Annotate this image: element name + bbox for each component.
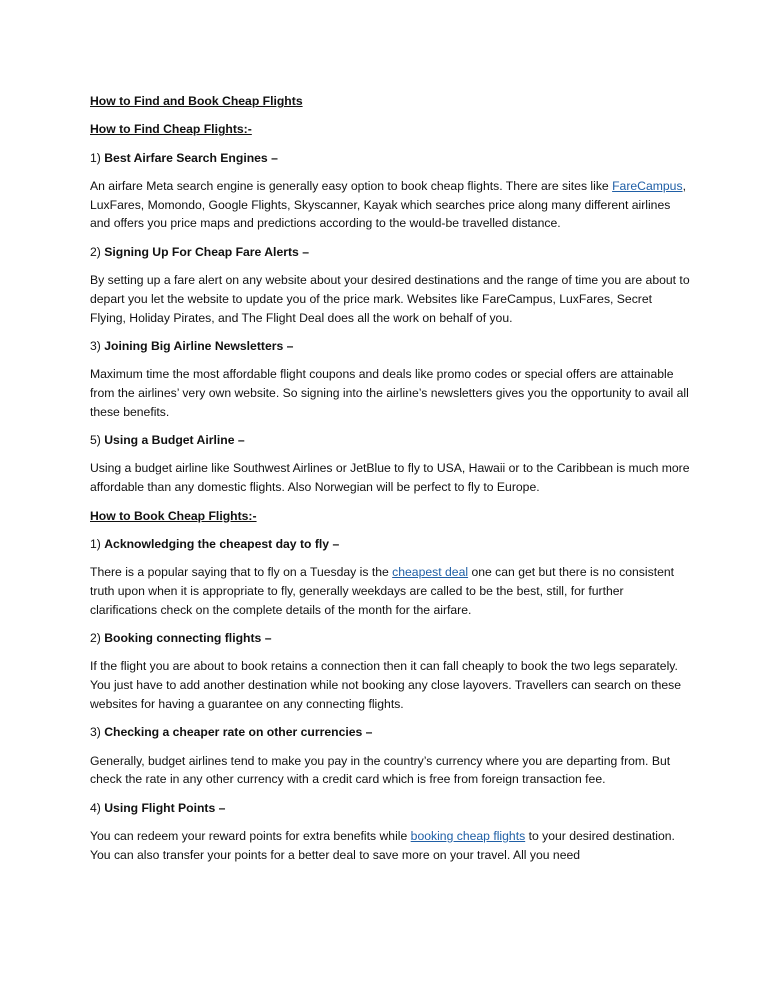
booking-cheap-flights-link[interactable]: booking cheap flights bbox=[410, 828, 526, 843]
tip-heading-text: Joining Big Airline Newsletters – bbox=[104, 338, 294, 353]
tip-number: 5) bbox=[90, 433, 105, 448]
tip-body: Using a budget airline like Southwest Airlines or JetBlue to fly to USA, Hawaii or to the Caribbean is much more affordable than any domestic flights. Also Norwegian will be perfect to fly to Europe. bbox=[90, 461, 690, 495]
tip-heading bbox=[90, 629, 690, 648]
tip-heading bbox=[90, 337, 690, 356]
tip-body-text: There is a popular saying that to fly on a Tuesday is the bbox=[90, 565, 393, 580]
tip-heading bbox=[90, 243, 690, 262]
tip-heading-text: Acknowledging the cheapest day to fly – bbox=[104, 536, 340, 551]
book-section-heading: How to Book Cheap Flights:- bbox=[90, 508, 257, 523]
tip-number: 2) bbox=[90, 244, 105, 259]
tip-body-text: one can get but there is no consistent truth upon when it is appropriate to fly, generally weekdays are called to be the best, still, for further clarifications check on the complete details of the month for the airfare. bbox=[90, 565, 675, 617]
tip-body-text: , LuxFares, Momondo, Google Flights, Skyscanner, Kayak which searches price along many different airlines and offers you price maps and predictions according to the would-be travelled distance. bbox=[90, 178, 686, 231]
find-section-heading: How to Find Cheap Flights:- bbox=[90, 122, 252, 137]
farecampus-link[interactable]: FareCampus bbox=[612, 178, 683, 193]
tip-heading bbox=[90, 799, 690, 818]
tip-body-text: An airfare Meta search engine is generally easy option to book cheap flights. There are sites like bbox=[90, 178, 613, 193]
tip-number: 1) bbox=[90, 150, 105, 165]
tip-body-text: You can redeem your reward points for extra benefits while bbox=[90, 828, 411, 843]
tip-body: Generally, budget airlines tend to make you pay in the country’s currency where you are departing from. But check the rate in any other currency with a credit card which is free from foreign transaction fee. bbox=[90, 753, 671, 787]
tip-body bbox=[90, 177, 690, 233]
tip-heading bbox=[90, 149, 690, 168]
tip-body bbox=[90, 827, 690, 865]
tip-heading-text: Using a Budget Airline – bbox=[104, 433, 245, 448]
tip-body: By setting up a fare alert on any website about your desired destinations and the range of time you are about to depart you let the website to update you of the price mark. Websites like FareCampus, LuxFares, Secret Flying, Holiday Pirates, and The Flight Deal does all the work on behalf of you. bbox=[90, 273, 690, 325]
tip-number: 3) bbox=[90, 338, 105, 353]
tip-heading-text: Checking a cheaper rate on other currencies – bbox=[104, 725, 373, 740]
tip-number: 3) bbox=[90, 725, 105, 740]
tip-body bbox=[90, 563, 690, 619]
document-title: How to Find and Book Cheap Flights bbox=[90, 94, 303, 108]
tip-body-text: to your desired destination. You can also transfer your points for a better deal to save more on your travel. All you need bbox=[90, 828, 675, 862]
tip-heading bbox=[90, 535, 690, 554]
cheapest-deal-link[interactable]: cheapest deal bbox=[392, 565, 469, 580]
tip-body: If the flight you are about to book retains a connection then it can fall cheaply to book the two legs separately. You just have to add another destination while not booking any close layovers. Travellers can search on these websites for having a guarantee on any connecting flights. bbox=[90, 659, 682, 711]
tip-heading bbox=[90, 431, 690, 450]
tip-number: 1) bbox=[90, 536, 105, 551]
tip-heading-text: Signing Up For Cheap Fare Alerts – bbox=[104, 244, 309, 259]
tip-heading-text: Best Airfare Search Engines – bbox=[104, 150, 278, 165]
tip-heading-text: Using Flight Points – bbox=[104, 800, 226, 815]
document-page bbox=[90, 92, 690, 865]
tip-body: Maximum time the most affordable flight coupons and deals like promo codes or special offers are attainable from the airlines’ very own website. So signing into the airline’s newsletters gives you the opportunity to avail all these benefits. bbox=[90, 367, 689, 419]
tip-heading-text: Booking connecting flights – bbox=[104, 631, 272, 646]
tip-number: 2) bbox=[90, 631, 105, 646]
tip-number: 4) bbox=[90, 800, 105, 815]
tip-heading bbox=[90, 723, 690, 742]
